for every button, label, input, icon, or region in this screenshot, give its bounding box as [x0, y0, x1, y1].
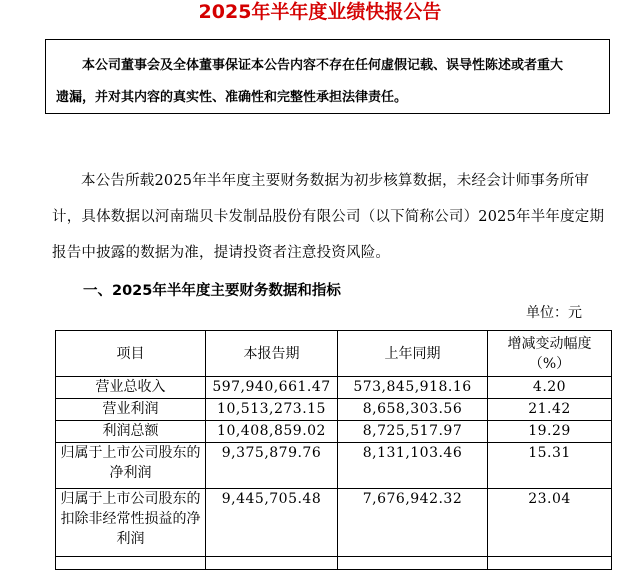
table-row — [56, 489, 612, 557]
table-row — [56, 377, 612, 399]
header-item: 项目 — [56, 331, 206, 377]
notice-line-2: 遗漏，并对其内容的真实性、准确性和完整性承担法律责任。 — [56, 90, 408, 105]
row-current: 10,408,859.02 — [206, 421, 338, 443]
header-change-percent: 增减变动幅度（%） — [488, 331, 612, 377]
row-change: 4.20 — [488, 377, 612, 399]
unit-label: 单位：元 — [526, 305, 582, 321]
row-prior: 8,658,303.56 — [338, 399, 488, 421]
table-row-cut — [56, 557, 612, 570]
board-guarantee-notice — [45, 39, 610, 114]
row-change: 15.31 — [488, 443, 612, 489]
row-item: 营业总收入 — [56, 377, 206, 399]
table-row — [56, 421, 612, 443]
row-current: 9,375,879.76 — [206, 443, 338, 489]
row-current: 10,513,273.15 — [206, 399, 338, 421]
row-change: 21.42 — [488, 399, 612, 421]
financial-data-table — [55, 330, 612, 570]
row-change: 23.04 — [488, 489, 612, 557]
row-item: 利润总额 — [56, 421, 206, 443]
row-item: 营业利润 — [56, 399, 206, 421]
row-item: 归属于上市公司股东的扣除非经常性损益的净利润 — [56, 489, 206, 557]
row-prior: 573,845,918.16 — [338, 377, 488, 399]
row-item: 归属于上市公司股东的净利润 — [56, 443, 206, 489]
row-prior: 8,131,103.46 — [338, 443, 488, 489]
row-current: 597,940,661.47 — [206, 377, 338, 399]
row-current: 9,445,705.48 — [206, 489, 338, 557]
section-heading: 一、2025年半年度主要财务数据和指标 — [83, 283, 341, 299]
table-row — [56, 399, 612, 421]
row-change: 19.29 — [488, 421, 612, 443]
page-title: 2025年半年度业绩快报公告 — [198, 1, 442, 23]
intro-paragraph: 本公告所载2025年半年度主要财务数据为初步核算数据，未经会计师事务所审计，具体数据以河南瑞贝卡发制品股份有限公司（以下简称公司）2025年半年度定期报告中披露的数据为准，提请投资者注意投资风险。 — [52, 173, 605, 261]
header-prior-period: 上年同期 — [338, 331, 488, 377]
header-current-period: 本报告期 — [206, 331, 338, 377]
row-prior: 7,676,942.32 — [338, 489, 488, 557]
row-prior: 8,725,517.97 — [338, 421, 488, 443]
notice-line-1: 本公司董事会及全体董事保证本公告内容不存在任何虚假记载、误导性陈述或者重大 — [82, 58, 564, 73]
table-row — [56, 443, 612, 489]
